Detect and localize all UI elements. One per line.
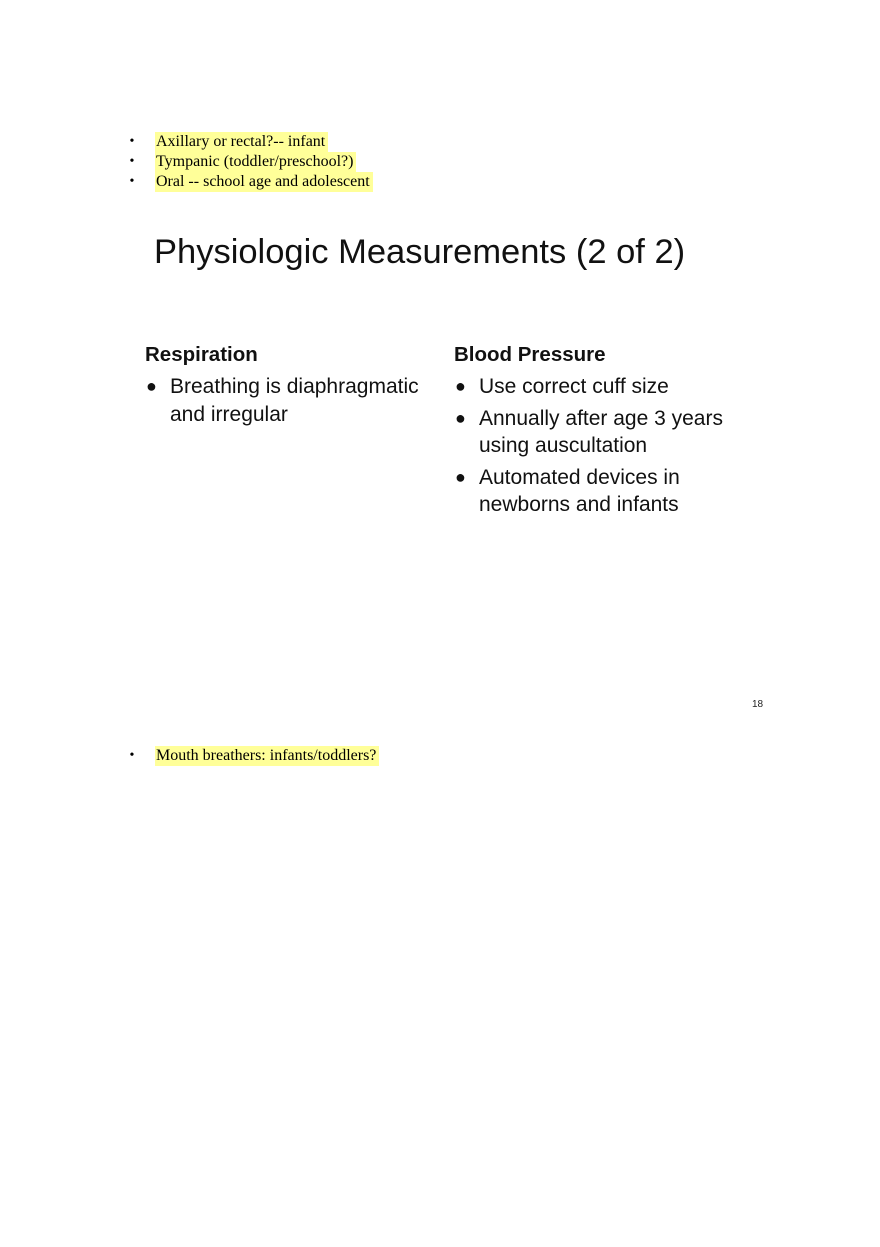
blood-pressure-column — [454, 343, 754, 523]
slide-title: Physiologic Measurements (2 of 2) — [154, 233, 686, 271]
slide-page-number: 18 — [752, 699, 764, 710]
respiration-item — [145, 373, 435, 428]
bullet-dot-icon: ● — [455, 407, 466, 428]
blood-pressure-item — [454, 405, 754, 460]
bullet-dot-icon: ● — [455, 376, 466, 396]
note-bullet: • — [129, 174, 135, 189]
respiration-item-text: Breathing is diaphragmatic and irregular — [170, 375, 419, 426]
blood-pressure-item — [454, 373, 754, 401]
blood-pressure-heading: Blood Pressure — [454, 343, 606, 366]
note-text: Mouth breathers: infants/toddlers? — [155, 746, 379, 766]
blood-pressure-item-text: Automated devices in newborns and infants — [479, 465, 680, 516]
blood-pressure-item-text: Use correct cuff size — [479, 375, 669, 398]
respiration-column — [145, 343, 435, 432]
note-bullet: • — [129, 154, 135, 169]
bullet-dot-icon: ● — [146, 376, 157, 396]
blood-pressure-list — [454, 373, 754, 519]
blood-pressure-item — [454, 464, 754, 519]
blood-pressure-item-text: Annually after age 3 years using auscultation — [479, 406, 723, 457]
note-text: Tympanic (toddler/preschool?) — [155, 152, 356, 172]
note-bullet: • — [129, 134, 135, 149]
bullet-dot-icon: ● — [455, 466, 466, 487]
slide — [140, 215, 780, 725]
note-bullet: • — [129, 748, 135, 763]
respiration-list — [145, 373, 435, 428]
note-text: Axillary or rectal?-- infant — [155, 132, 328, 152]
note-text: Oral -- school age and adolescent — [155, 172, 373, 192]
respiration-heading: Respiration — [145, 343, 258, 366]
